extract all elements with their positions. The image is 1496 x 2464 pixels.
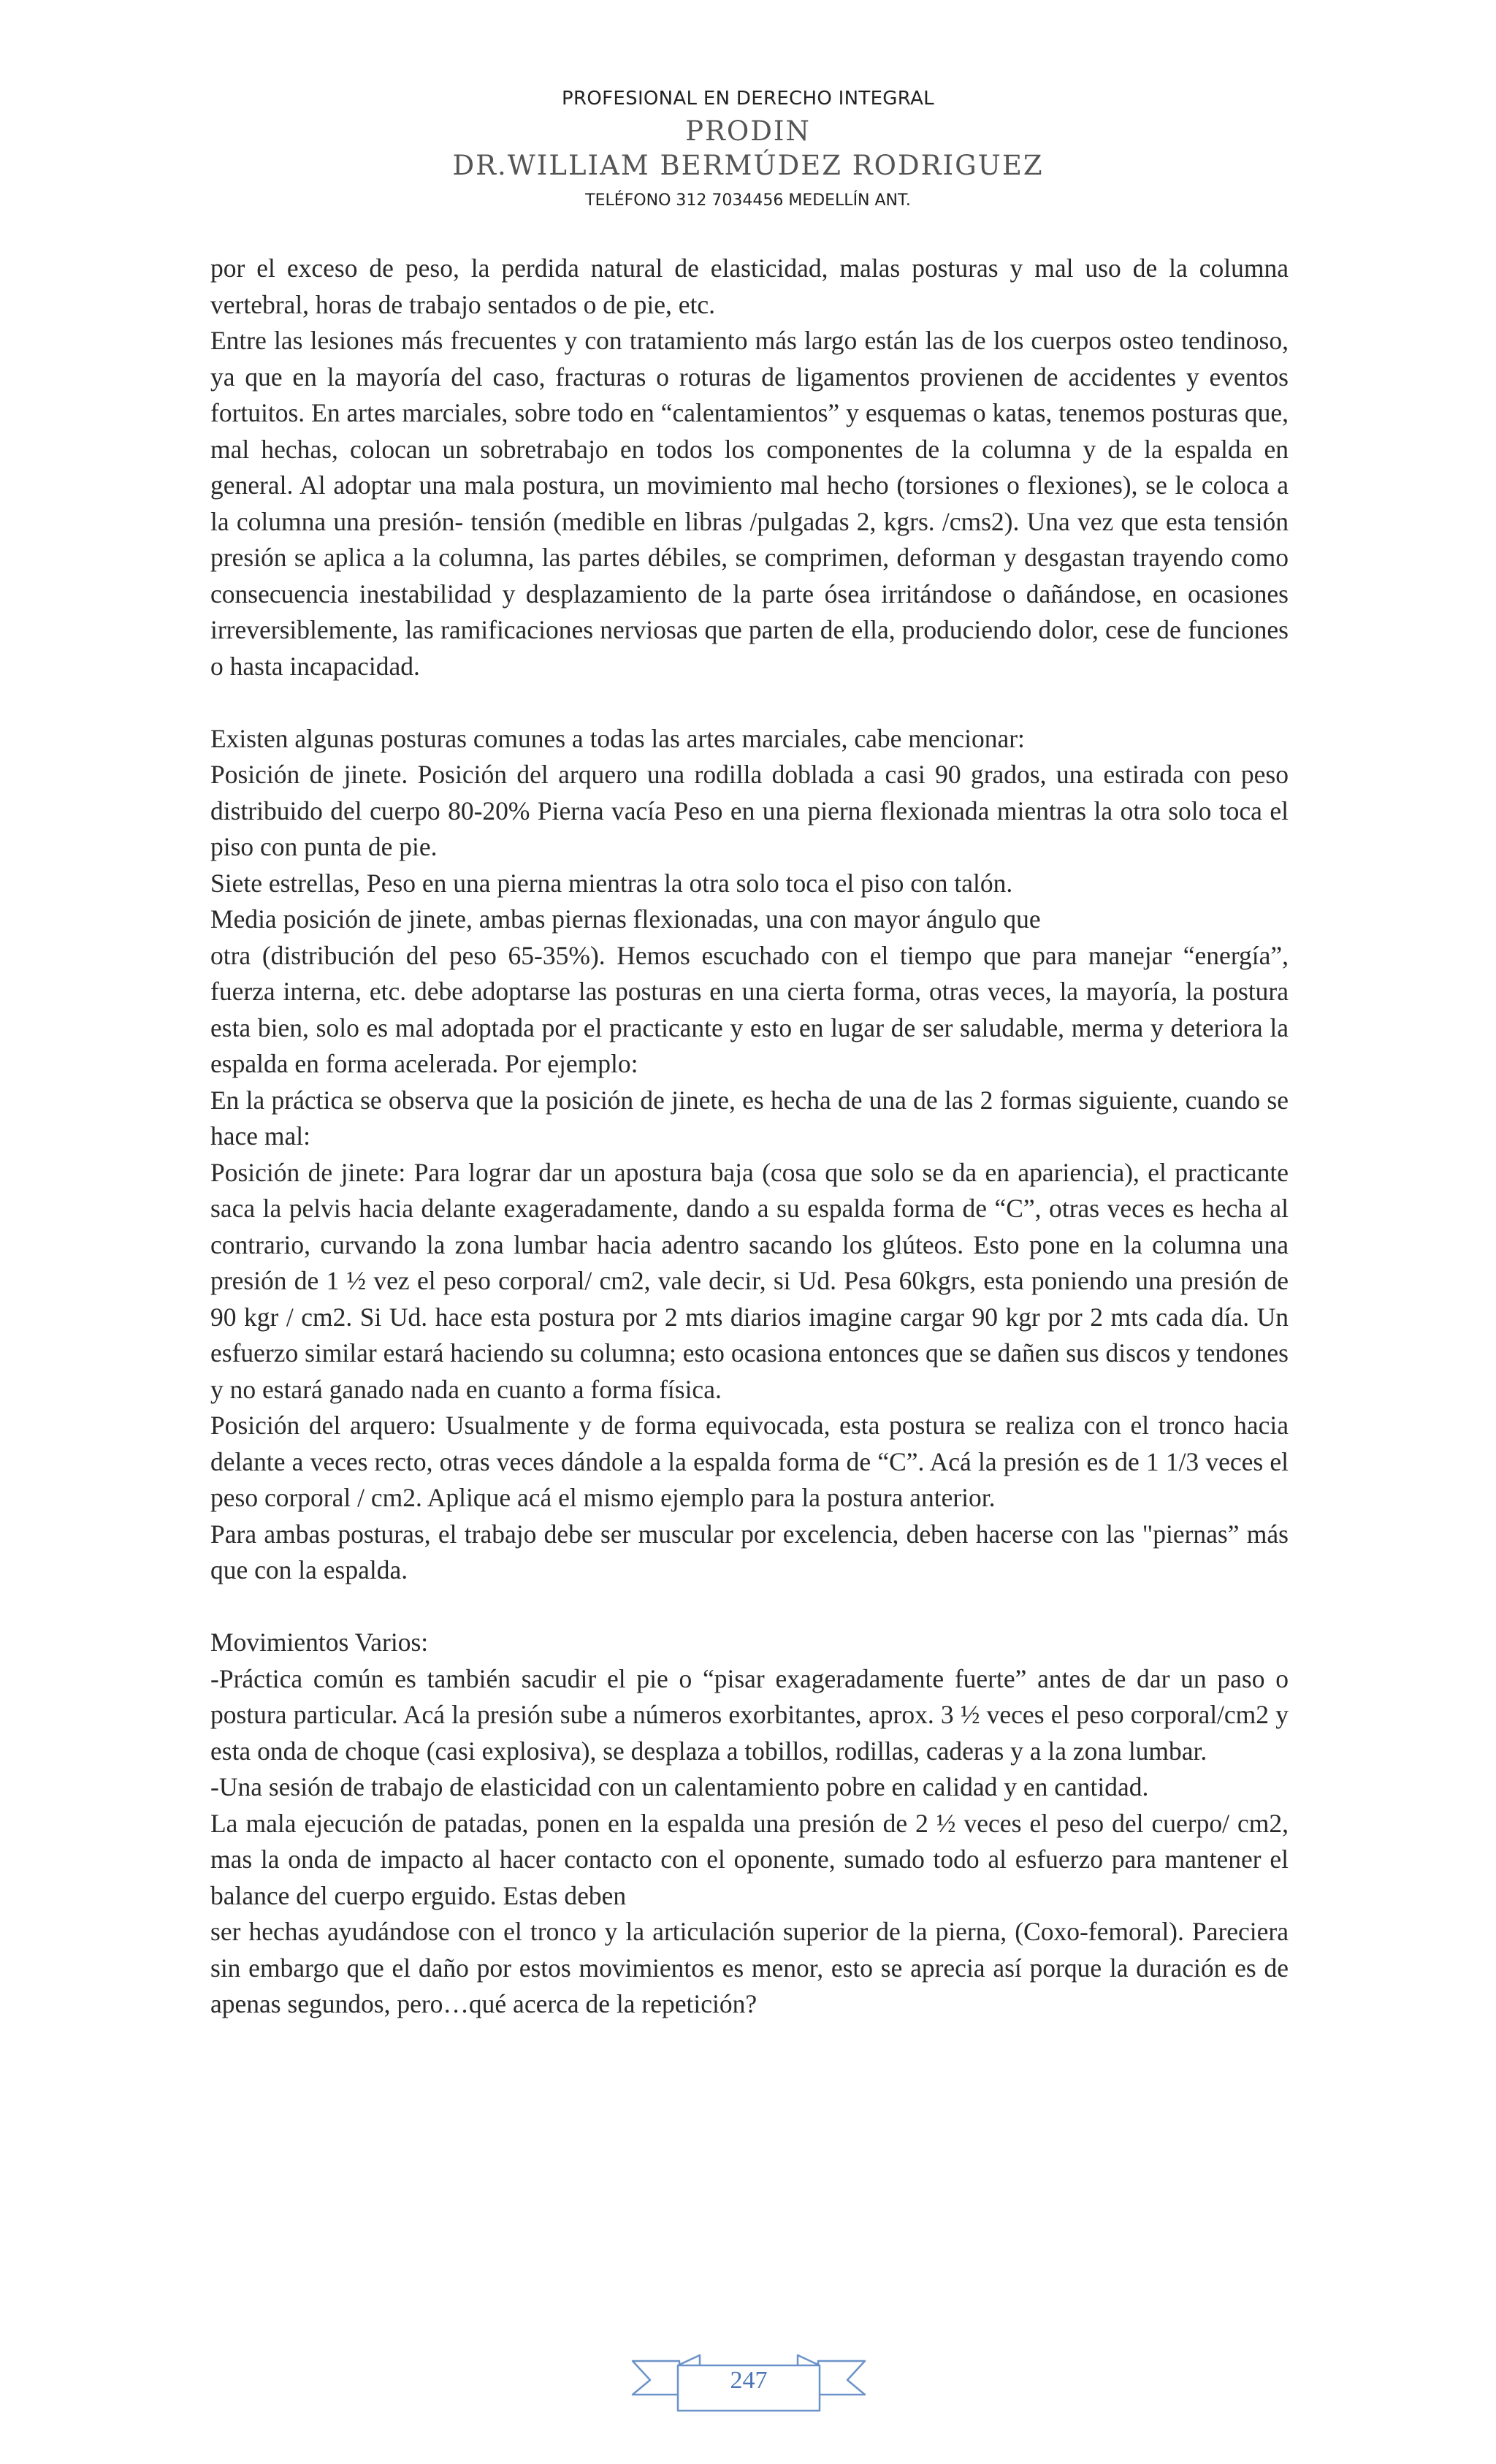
- paragraph: otra (distribución del peso 65-35%). Hemos escuchado con el tiempo que para manejar “energía”, fuerza interna, etc. debe adoptarse las posturas en una cierta forma, otras veces, la mayoría, la postura esta bien, solo es mal adoptada por el practicante y esto en lugar de ser saludable, merma y deteriora la espalda en forma acelerada. Por ejemplo:: [210, 940, 1289, 1078]
- paragraph: Siete estrellas, Peso en una pierna mientras la otra solo toca el piso con talón.: [210, 868, 1013, 898]
- body-text: [210, 251, 1289, 2023]
- paragraph: Media posición de jinete, ambas piernas flexionadas, una con mayor ángulo que: [210, 904, 1041, 934]
- page-number: 247: [730, 2367, 768, 2394]
- paragraph: En la práctica se observa que la posición de jinete, es hecha de una de las 2 formas siguiente, cuando se hace mal:: [210, 1085, 1289, 1151]
- paragraph: ser hechas ayudándose con el tronco y la articulación superior de la pierna, (Coxo-femoral). Pareciera sin embargo que el daño por estos movimientos es menor, esto se aprecia así porque la duración es de apenas segundos, pero…qué acerca de la repetición?: [210, 1917, 1289, 2018]
- header-organization: PROFESIONAL EN DERECHO INTEGRAL: [562, 88, 934, 110]
- paragraph: Entre las lesiones más frecuentes y con tratamiento más largo están las de los cuerpos osteo tendinoso, ya que en la mayoría del caso, fracturas o roturas de ligamentos provienen de accidentes y eventos fortuitos. En artes marciales, sobre todo en “calentamientos” y esquemas o katas, tenemos posturas que, mal hechas, colocan un sobretrabajo en todos los componentes de la columna y de la espalda en general. Al adoptar una mala postura, un movimiento mal hecho (torsiones o flexiones), se le coloca a la columna una presión- tensión (medible en libras /pulgadas 2, kgrs. /cms2). Una vez que esta tensión presión se aplica a la columna, las partes débiles, se comprimen, deforman y desgastan trayendo como consecuencia inestabilidad y desplazamiento de la parte ósea irritándose o dañándose, en ocasiones irreversiblemente, las ramificaciones nerviosas que parten de ella, produciendo dolor, cese de funciones o hasta incapacidad.: [210, 326, 1289, 681]
- paragraph: Para ambas posturas, el trabajo debe ser muscular por excelencia, deben hacerse con las "piernas” más que con la espalda.: [210, 1519, 1289, 1584]
- paragraph: Posición de jinete: Para lograr dar un apostura baja (cosa que solo se da en apariencia), el practicante saca la pelvis hacia delante exageradamente, dando a su espalda forma de “C”, otras veces es hecha al contrario, curvando la zona lumbar hacia adentro sacando los glúteos. Esto pone en la columna una presión de 1 ½ vez el peso corporal/ cm2, vale decir, si Ud. Pesa 60kgrs, esta poniendo una presión de 90 kgr / cm2. Si Ud. hace esta postura por 2 mts diarios imagine cargar 90 kgr por 2 mts cada día. Un esfuerzo similar estará haciendo su columna; esto ocasiona entonces que se dañen sus discos y tendones y no estará ganado nada en cuanto a forma física.: [210, 1157, 1289, 1404]
- paragraph: -Práctica común es también sacudir el pie o “pisar exageradamente fuerte” antes de dar un paso o postura particular. Acá la presión sube a números exorbitantes, aprox. 3 ½ veces el peso corporal/cm2 y esta onda de choque (casi explosiva), se desplaza a tobillos, rodillas, caderas y a la zona lumbar.: [210, 1663, 1289, 1766]
- paragraph: Posición de jinete. Posición del arquero una rodilla doblada a casi 90 grados, una estirada con peso distribuido del cuerpo 80-20% Pierna vacía Peso en una pierna flexionada mientras la otra solo toca el piso con punta de pie.: [210, 760, 1289, 861]
- header-author: DR.WILLIAM BERMÚDEZ RODRIGUEZ: [452, 150, 1044, 181]
- paragraph: Existen algunas posturas comunes a todas las artes marciales, cabe mencionar:: [210, 723, 1025, 753]
- ribbon-left-tail: [633, 2361, 679, 2395]
- ribbon-right-tail: [818, 2361, 865, 2395]
- header-acronym: PRODIN: [685, 115, 811, 147]
- paragraph: por el exceso de peso, la perdida natural de elasticidad, malas posturas y mal uso de la columna vertebral, horas de trabajo sentados o de pie, etc.: [210, 253, 1289, 319]
- paragraph: Movimientos Varios:: [210, 1628, 429, 1657]
- header-phone: TELÉFONO 312 7034456 MEDELLÍN ANT.: [585, 191, 911, 210]
- paragraph: -Una sesión de trabajo de elasticidad con un calentamiento pobre en calidad y en cantidad.: [210, 1772, 1149, 1801]
- ribbon-fold-left: [678, 2355, 700, 2365]
- paragraph: Posición del arquero: Usualmente y de forma equivocada, esta postura se realiza con el tronco hacia delante a veces recto, otras veces dándole a la espalda forma de “C”. Acá la presión es de 1 1/3 veces el peso corporal / cm2. Aplique acá el mismo ejemplo para la postura anterior.: [210, 1411, 1289, 1512]
- paragraph: La mala ejecución de patadas, ponen en la espalda una presión de 2 ½ veces el peso del cuerpo/ cm2, mas la onda de impacto al hacer contacto con el oponente, sumado todo al esfuerzo para mantener el balance del cuerpo erguido. Estas deben: [210, 1808, 1289, 1910]
- ribbon-fold-right: [798, 2355, 820, 2365]
